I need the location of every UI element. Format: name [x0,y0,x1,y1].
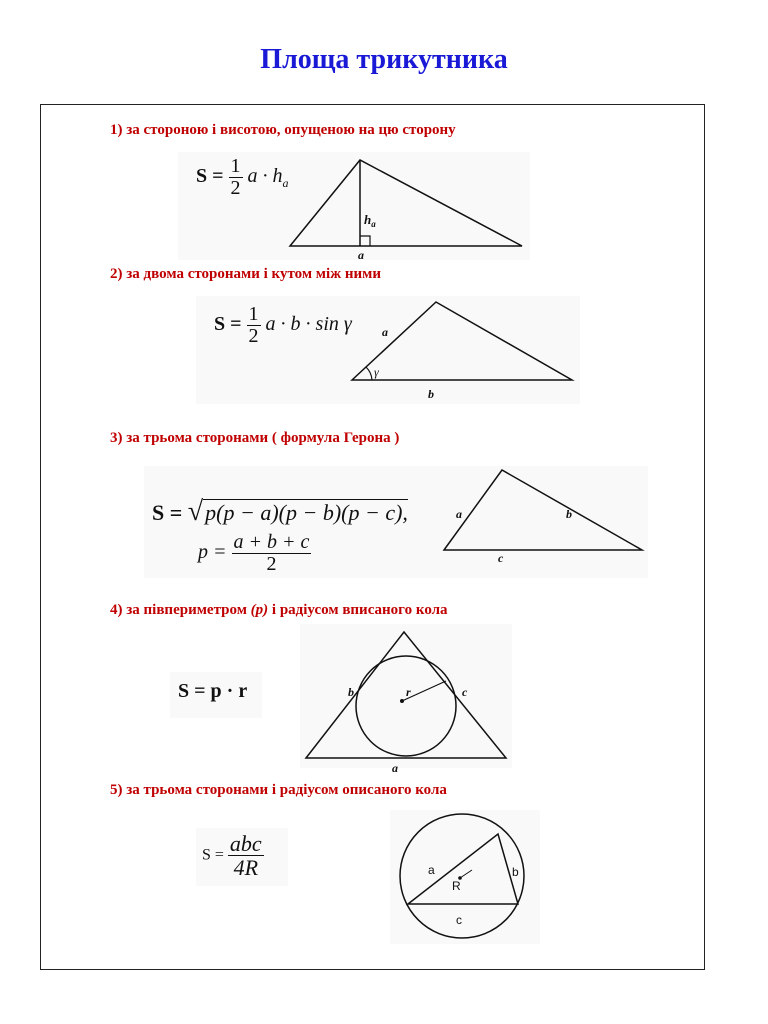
section-1-formula: S = $\frac{1}{2}$ $a \cdot h_a$ [196,155,289,199]
triangle-5 [408,834,518,904]
label-gamma: γ [374,365,379,379]
angle-arc [366,367,372,380]
section-2-heading: 2) за двома сторонами і кутом між ними [110,266,381,282]
triangle-heron-diagram [144,466,648,578]
radius-R [460,870,472,878]
section-4-formula: S = p · r [178,680,248,702]
label-b: b [348,685,354,699]
section-5-figure [390,810,540,944]
triangle-angle-diagram [196,296,580,404]
label-c: c [498,551,504,565]
section-5-formula-box [196,828,288,886]
label-b: b [512,865,519,879]
label-h: $h_a$ [364,212,376,229]
label-a: a [428,863,435,877]
section-2-figure [196,296,580,404]
triangle-1 [290,160,522,246]
section-3-heading: 3) за трьома сторонами ( формула Герона ) [110,430,400,446]
incircle-diagram [300,624,512,775]
circumcircle-diagram [390,810,540,944]
section-5-heading: 5) за трьома сторонами і радіусом описаного кола [110,782,447,798]
section-4-heading: 4) за півпериметром (р) і радіусом вписаного кола [110,602,448,618]
triangle-2 [352,302,572,380]
section-3-p-formula: p = $\frac{a + b + c}{2}$ [198,531,310,575]
section-4-figure [300,624,512,775]
section-3-figure [144,466,648,578]
label-b: b [566,507,572,521]
label-base-a: a [358,248,364,262]
label-a: a [456,507,462,521]
label-R: R [452,879,461,893]
label-a: a [392,761,398,775]
section-1-figure [178,152,530,260]
section-5-formula: S = $\frac{\text{abc}}{4R}$ [202,831,262,881]
label-side-b: b [428,387,434,401]
label-c: c [456,913,462,927]
center-point [400,699,404,703]
right-angle-mark [360,236,370,246]
triangle-height-diagram [178,152,530,260]
section-1-heading: 1) за стороною і висотою, опущеною на цю сторону [110,122,456,138]
label-c: c [462,685,468,699]
label-side-a: a [382,325,388,339]
triangle-3 [444,470,642,550]
label-r: r [406,685,411,699]
section-4-formula-box [170,672,262,718]
circumscribed-circle [400,814,524,938]
inscribed-circle [356,656,456,756]
page-title: Площа трикутника [260,44,508,75]
section-3-heron-formula: S = √p(p − a)(p − b)(p − c), [152,496,408,527]
section-2-formula: S = $\frac{1}{2}$ a · b · sin γ [214,303,352,347]
